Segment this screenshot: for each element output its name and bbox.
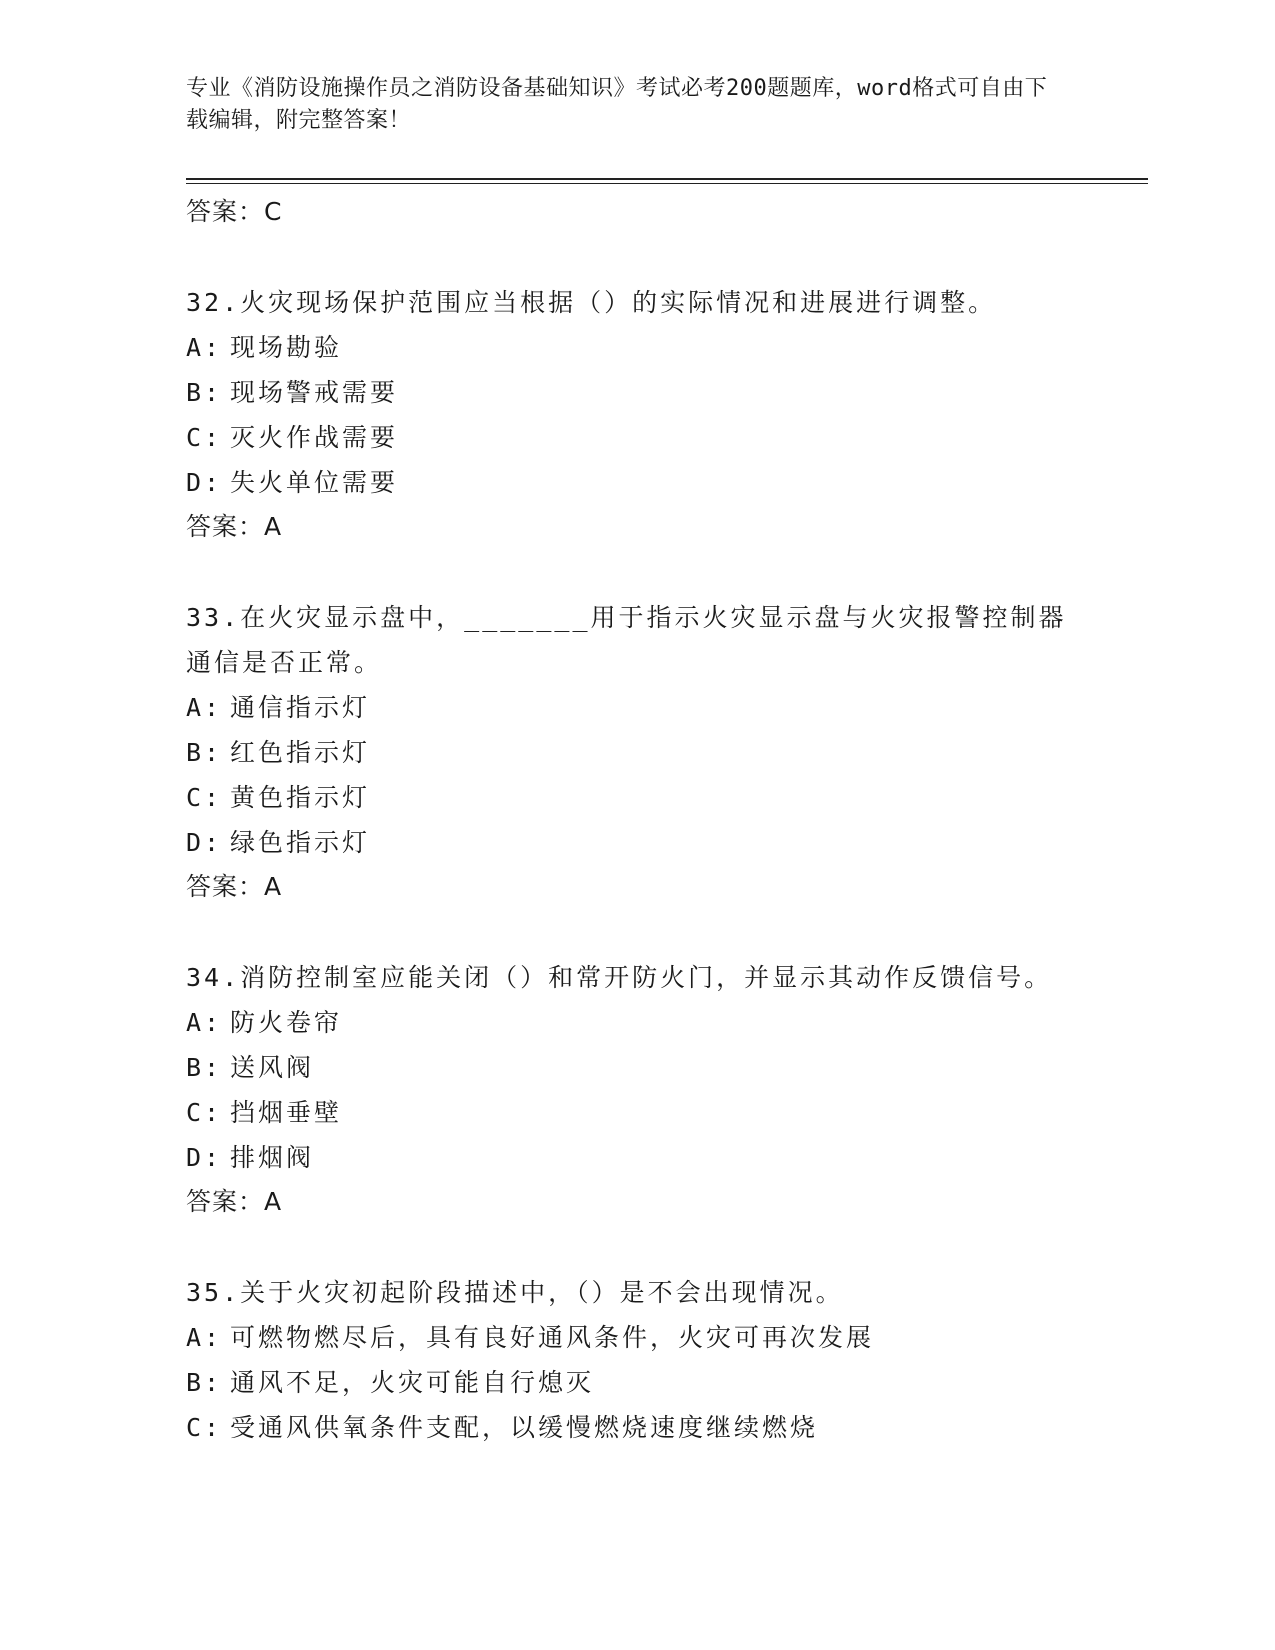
option-text: 送风阀: [230, 1053, 315, 1082]
option-text: 现场勘验: [230, 333, 343, 362]
option-d: [186, 820, 1086, 865]
option-text: 通信指示灯: [230, 693, 371, 722]
document-header: 专业《消防设施操作员之消防设备基础知识》考试必考200题题库，word格式可自由下载编辑，附完整答案！: [186, 76, 1048, 133]
option-c: [186, 1405, 1086, 1450]
option-a: [186, 685, 1086, 730]
option-d: [186, 1135, 1086, 1180]
option-letter: C:: [186, 1413, 223, 1442]
option-c: [186, 775, 1086, 820]
question-stem: 35.关于火灾初起阶段描述中，（）是不会出现情况。: [186, 1278, 844, 1307]
option-letter: D:: [186, 468, 223, 497]
option-text: 排烟阀: [230, 1143, 315, 1172]
option-d: [186, 460, 1086, 505]
option-letter: D:: [186, 1143, 223, 1172]
option-b: [186, 1045, 1086, 1090]
question-stem: 34.消防控制室应能关闭（）和常开防火门，并显示其动作反馈信号。: [186, 963, 1053, 992]
answer-line: 答案：A: [186, 1187, 283, 1216]
answer-line: 答案：A: [186, 872, 283, 901]
option-letter: B:: [186, 738, 223, 767]
header-rule-thick: [186, 178, 1148, 180]
option-text: 绿色指示灯: [230, 828, 371, 857]
previous-answer: 答案：C: [186, 197, 283, 226]
option-text: 现场警戒需要: [230, 378, 399, 407]
option-c: [186, 415, 1086, 460]
option-c: [186, 1090, 1086, 1135]
question-list: [186, 190, 1086, 1450]
option-a: [186, 1315, 1086, 1360]
option-text: 失火单位需要: [230, 468, 399, 497]
option-letter: C:: [186, 423, 223, 452]
option-b: [186, 1360, 1086, 1405]
question-stem: 33.在火灾显示盘中，_______用于指示火灾显示盘与火灾报警控制器通信是否正常。: [186, 603, 1067, 677]
option-text: 可燃物燃尽后，具有良好通风条件，火灾可再次发展: [230, 1323, 875, 1352]
option-a: [186, 1000, 1086, 1045]
option-letter: C:: [186, 1098, 223, 1127]
option-letter: B:: [186, 1368, 223, 1397]
option-text: 挡烟垂壁: [230, 1098, 343, 1127]
option-letter: A:: [186, 1008, 223, 1037]
option-letter: A:: [186, 693, 223, 722]
option-text: 灭火作战需要: [230, 423, 399, 452]
option-b: [186, 730, 1086, 775]
header-rule-thin: [186, 183, 1148, 184]
option-text: 防火卷帘: [230, 1008, 343, 1037]
option-letter: A:: [186, 1323, 223, 1352]
option-text: 红色指示灯: [230, 738, 371, 767]
option-letter: B:: [186, 378, 223, 407]
answer-line: 答案：A: [186, 512, 283, 541]
option-letter: A:: [186, 333, 223, 362]
option-letter: D:: [186, 828, 223, 857]
option-text: 黄色指示灯: [230, 783, 371, 812]
option-letter: C:: [186, 783, 223, 812]
question-34: [186, 955, 1086, 1224]
question-33: [186, 595, 1086, 909]
option-letter: B:: [186, 1053, 223, 1082]
question-32: [186, 280, 1086, 549]
option-b: [186, 370, 1086, 415]
option-text: 受通风供氧条件支配，以缓慢燃烧速度继续燃烧: [230, 1413, 819, 1442]
question-stem: 32.火灾现场保护范围应当根据（）的实际情况和进展进行调整。: [186, 288, 997, 317]
option-text: 通风不足，火灾可能自行熄灭: [230, 1368, 595, 1397]
question-35: [186, 1270, 1086, 1450]
option-a: [186, 325, 1086, 370]
